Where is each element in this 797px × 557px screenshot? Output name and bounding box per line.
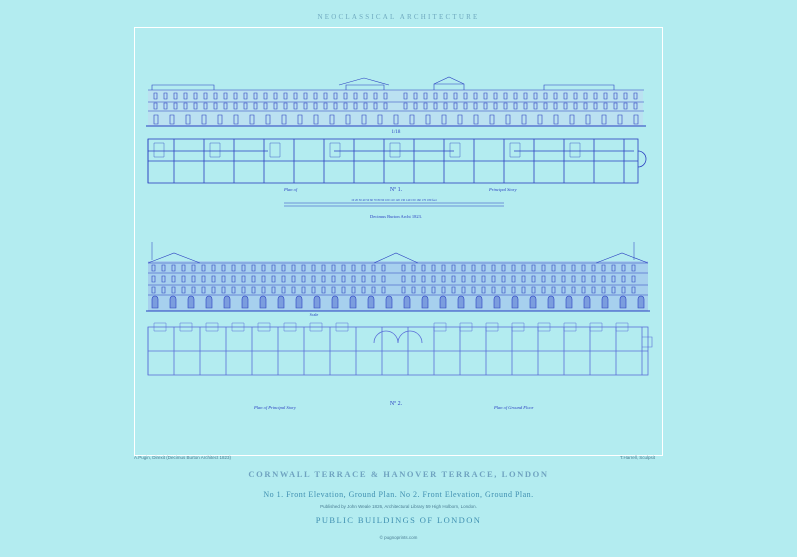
elevation-no2 [146, 242, 650, 311]
no2-principal-label: Plan of Principal Story [254, 405, 296, 410]
no2-scale-mark: Scale [309, 312, 319, 317]
no1-architect-credit: Decimus Burton Archt 1823. [370, 214, 422, 219]
series-title: NEOCLASSICAL ARCHITECTURE [317, 13, 480, 21]
collection-title: PUBLIC BUILDINGS OF LONDON [315, 515, 482, 525]
publisher-note: Published by John Weale 1826, Architectural Library 59 High Holborn, London. [320, 504, 477, 509]
website-credit: © pugnoprints.com [379, 535, 418, 540]
plate-title: CORNWALL TERRACE & HANOVER TERRACE, LONDON [248, 469, 549, 479]
no2-number: Nº 2. [389, 401, 403, 407]
elevation-no1 [146, 77, 646, 126]
architectural-plate [134, 27, 661, 454]
no2-ground-label: Plan of Ground Floor [494, 405, 534, 410]
plate-subtitle: No 1. Front Elevation, Ground Plan. No 2. Front Elevation, Ground Plan. [263, 490, 534, 499]
no1-scale-bar [284, 203, 504, 206]
ground-plan-no1 [148, 139, 646, 183]
credit-left: A.Pugin, Direxit (Decimus Burton Architect 1823) [134, 455, 232, 460]
credit-right: T.Harrell, Sculpsit [620, 455, 656, 460]
no1-scale-mark: 1/18 [391, 130, 401, 135]
no1-story-label: Principal Story [489, 187, 517, 192]
no1-plan-label: Plan of [284, 187, 298, 192]
ground-plan-no2 [148, 323, 652, 375]
no1-scale-text: 10 20 30 40 50 60 70 80 90 100 110 120 130 140 150 160 170 180 feet [351, 198, 437, 202]
no1-number: Nº 1. [389, 187, 403, 193]
